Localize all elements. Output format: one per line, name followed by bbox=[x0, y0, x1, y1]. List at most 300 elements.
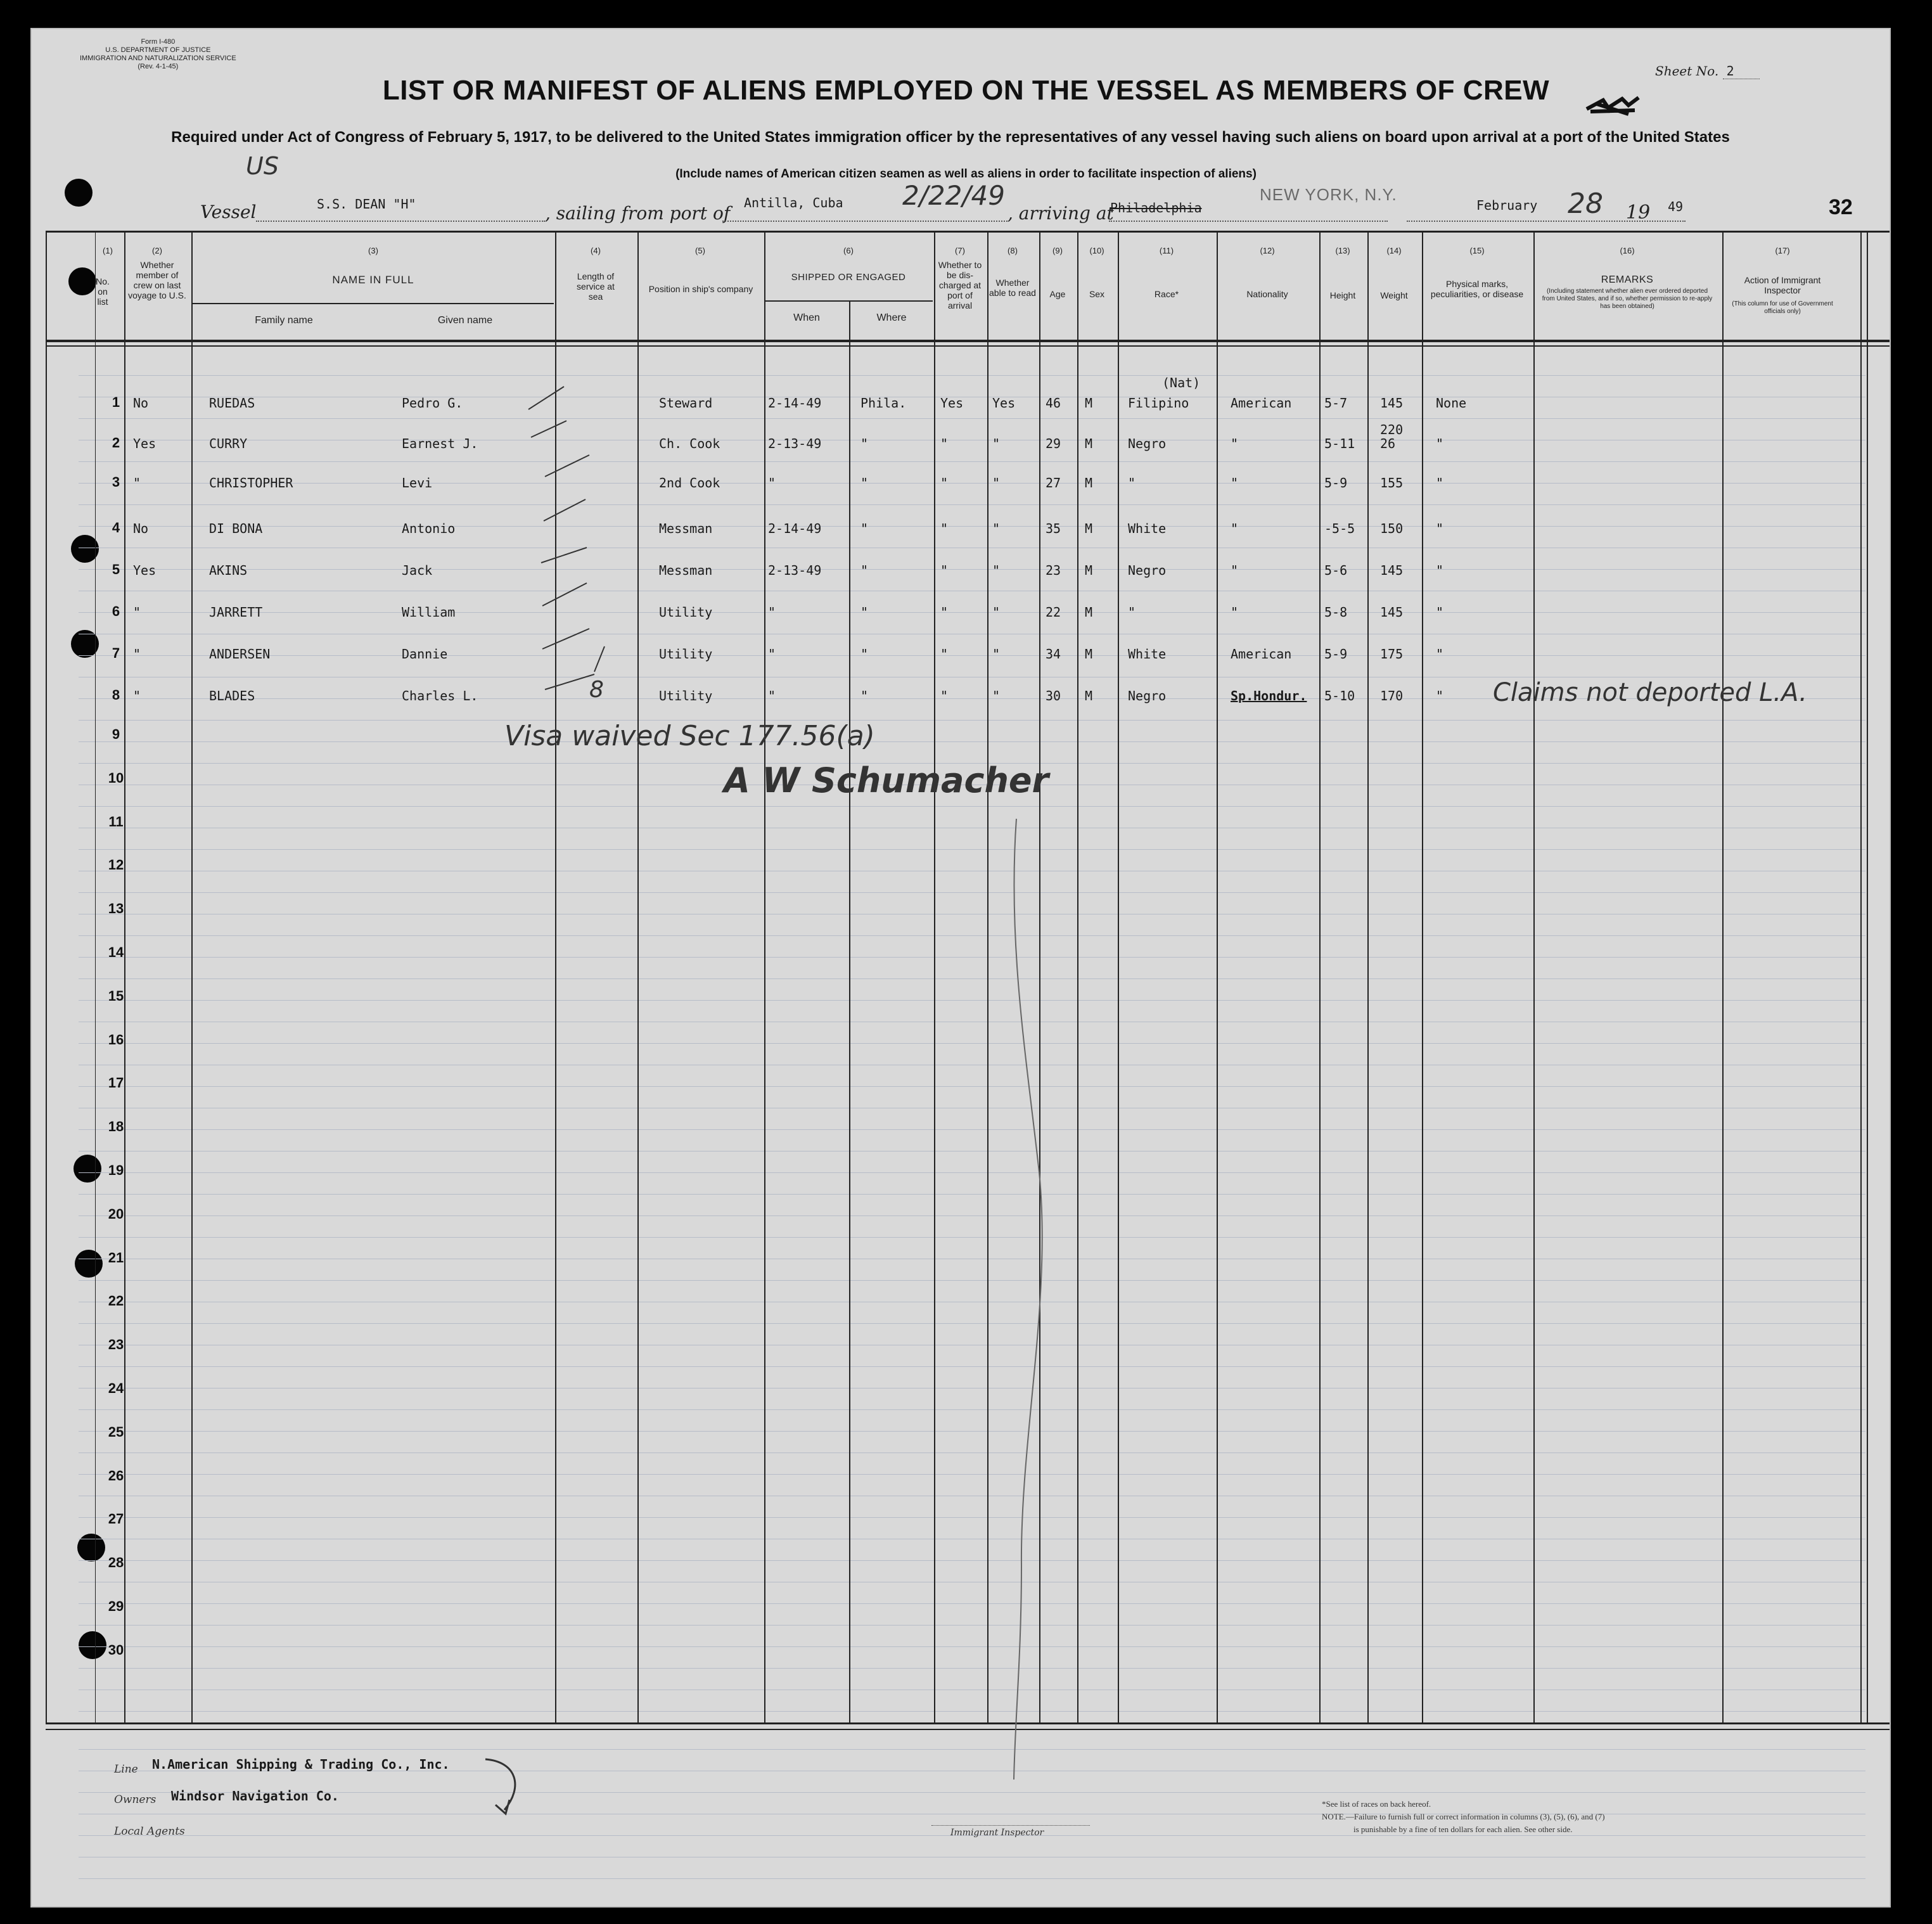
crew-when: 2-13-49 bbox=[768, 436, 822, 451]
crew-marks: " bbox=[1436, 475, 1444, 491]
ruled-line bbox=[79, 526, 1865, 527]
crew-sex: M bbox=[1085, 475, 1093, 491]
crew-marks: None bbox=[1436, 395, 1467, 411]
col6-label: SHIPPED OR ENGAGED bbox=[791, 272, 906, 283]
crew-nationality: " bbox=[1231, 436, 1239, 451]
col7-num: (7) bbox=[955, 246, 965, 255]
col8-num: (8) bbox=[1008, 246, 1018, 255]
crew-given: Charles L. bbox=[402, 688, 478, 703]
crew-age: 29 bbox=[1046, 436, 1061, 451]
ruled-line bbox=[79, 504, 1865, 505]
crew-height: 5-11 bbox=[1324, 436, 1355, 451]
crew-marks: " bbox=[1436, 563, 1444, 578]
crew-when: 2-13-49 bbox=[768, 563, 822, 578]
col9-num: (9) bbox=[1052, 246, 1063, 255]
column-divider bbox=[987, 231, 988, 1724]
col13-num: (13) bbox=[1335, 246, 1350, 255]
row-number: 23 bbox=[108, 1337, 124, 1353]
crew-nationality: American bbox=[1231, 646, 1292, 662]
inspector-label: Immigrant Inspector bbox=[950, 1828, 1044, 1838]
crew-height: 5-9 bbox=[1324, 475, 1348, 491]
column-divider bbox=[124, 231, 125, 1724]
footnote-3: is punishable by a fine of ten dollars for each alien. See other side. bbox=[1353, 1825, 1573, 1834]
col6-when-label: When bbox=[793, 312, 820, 323]
column-divider bbox=[1533, 231, 1535, 1724]
col12-num: (12) bbox=[1260, 246, 1275, 255]
crew-race: White bbox=[1128, 521, 1167, 536]
vessel-label: Vessel bbox=[200, 202, 257, 222]
crew-weight: 145 bbox=[1380, 605, 1404, 620]
ruled-line bbox=[79, 1086, 1865, 1087]
ruled-line bbox=[79, 1711, 1865, 1712]
arriving-label: , arriving at bbox=[1008, 203, 1114, 224]
ruled-line bbox=[79, 741, 1865, 742]
crew-weight: 145 bbox=[1380, 563, 1404, 578]
crew-height: -5-5 bbox=[1324, 521, 1355, 536]
ruled-line bbox=[79, 1129, 1865, 1130]
ruled-line bbox=[79, 483, 1865, 484]
ruled-line bbox=[79, 569, 1865, 570]
row-number: 25 bbox=[108, 1423, 124, 1440]
crew-last-voyage: Yes bbox=[133, 563, 157, 578]
row-number: 21 bbox=[108, 1249, 124, 1266]
column-divider bbox=[1217, 231, 1218, 1724]
crew-given: Levi bbox=[402, 475, 433, 491]
service-tally-strokes bbox=[520, 368, 646, 710]
crew-race: Filipino bbox=[1128, 395, 1189, 411]
crew-where: " bbox=[860, 646, 869, 662]
col17-sub: (This column for use of Government officials only) bbox=[1732, 300, 1833, 315]
row-number: 8 bbox=[112, 687, 120, 703]
crew-weight: 175 bbox=[1380, 646, 1404, 662]
column-divider bbox=[1077, 231, 1078, 1724]
row-number: 13 bbox=[108, 901, 124, 917]
left-margin-line bbox=[95, 231, 96, 1724]
table-top-border bbox=[46, 231, 1890, 233]
row-number: 16 bbox=[108, 1031, 124, 1048]
table-bottom-border-2 bbox=[46, 1729, 1890, 1730]
crew-discharged: " bbox=[940, 646, 949, 662]
ruled-line bbox=[79, 1668, 1865, 1669]
row-number: 18 bbox=[108, 1119, 124, 1135]
footer-arrow bbox=[479, 1755, 530, 1825]
ruled-line bbox=[79, 1172, 1865, 1173]
col17-num: (17) bbox=[1775, 246, 1790, 255]
remark-row8: Claims not deported L.A. bbox=[1493, 678, 1807, 707]
ruled-line bbox=[79, 1194, 1865, 1195]
sheet-value: 2 bbox=[1723, 63, 1760, 79]
crew-given: Dannie bbox=[402, 646, 448, 662]
row-number: 19 bbox=[108, 1162, 124, 1178]
crew-weight-alt: 220 bbox=[1380, 422, 1404, 437]
crew-marks: " bbox=[1436, 521, 1444, 536]
crew-given: Antonio bbox=[402, 521, 456, 536]
vessel-name: S.S. DEAN "H" bbox=[317, 196, 416, 212]
col15-label: Physical marks, peculiarities, or disease bbox=[1430, 279, 1524, 299]
crew-read: Yes bbox=[992, 395, 1016, 411]
crew-discharged: " bbox=[940, 688, 949, 703]
column-divider bbox=[191, 231, 193, 1724]
crew-read: " bbox=[992, 436, 1001, 451]
row-number: 1 bbox=[112, 394, 120, 410]
port-to-struck: Philadelphia bbox=[1110, 200, 1202, 215]
crew-where: " bbox=[860, 605, 869, 620]
port-to-dotted-line bbox=[1109, 221, 1388, 222]
crew-nationality: Sp.Hondur. bbox=[1231, 688, 1307, 703]
year-prefix: 19 bbox=[1626, 202, 1651, 224]
crew-position: Utility bbox=[659, 688, 713, 703]
crew-family: CHRISTOPHER bbox=[209, 475, 293, 491]
crew-given: Earnest J. bbox=[402, 436, 478, 451]
col7-label: Whether to be dis-charged at port of arrival bbox=[938, 260, 982, 311]
crew-discharged: " bbox=[940, 521, 949, 536]
col10-num: (10) bbox=[1089, 246, 1104, 255]
handwritten-us: US bbox=[246, 152, 279, 180]
col14-num: (14) bbox=[1386, 246, 1402, 255]
ruled-line bbox=[79, 1280, 1865, 1281]
crew-given: Pedro G. bbox=[402, 395, 463, 411]
name-subheader-line bbox=[193, 303, 554, 304]
pencil-stroke bbox=[1008, 818, 1058, 1781]
crew-sex: M bbox=[1085, 436, 1093, 451]
visa-waived-note: Visa waived Sec 177.56(a) bbox=[504, 720, 875, 752]
row-number: 14 bbox=[108, 944, 124, 960]
ruled-line bbox=[79, 461, 1865, 462]
column-divider bbox=[1867, 231, 1868, 1724]
col14-label: Weight bbox=[1380, 290, 1408, 300]
col3-num: (3) bbox=[368, 246, 378, 255]
crew-nationality: American bbox=[1231, 395, 1292, 411]
footnote-1: *See list of races on back hereof. bbox=[1322, 1799, 1431, 1809]
crew-height: 5-8 bbox=[1324, 605, 1348, 620]
col11-num: (11) bbox=[1159, 246, 1174, 255]
arrival-month: February bbox=[1476, 198, 1538, 213]
ruled-line bbox=[79, 655, 1865, 656]
crew-position: Ch. Cook bbox=[659, 436, 720, 451]
crew-marks: " bbox=[1436, 605, 1444, 620]
form-number: Form I-480 bbox=[141, 38, 176, 46]
crew-position: Utility bbox=[659, 646, 713, 662]
column-divider bbox=[1422, 231, 1423, 1724]
crew-family: CURRY bbox=[209, 436, 248, 451]
crew-sex: M bbox=[1085, 646, 1093, 662]
row-number: 9 bbox=[112, 726, 120, 742]
ruled-line bbox=[79, 957, 1865, 958]
crew-age: 22 bbox=[1046, 605, 1061, 620]
ruled-line bbox=[79, 1603, 1865, 1604]
crew-race: Negro bbox=[1128, 436, 1167, 451]
col2-label: Whether member of crew on last voyage to U.S. bbox=[128, 260, 186, 300]
row-number: 29 bbox=[108, 1598, 124, 1614]
crew-family: ANDERSEN bbox=[209, 646, 271, 662]
crew-family: RUEDAS bbox=[209, 395, 255, 411]
column-divider bbox=[934, 231, 935, 1724]
col5-label: Position in ship's company bbox=[648, 284, 753, 294]
crew-discharged: Yes bbox=[940, 395, 964, 411]
ruled-line bbox=[79, 849, 1865, 850]
crew-discharged: " bbox=[940, 605, 949, 620]
col9-label: Age bbox=[1049, 289, 1066, 299]
col6-num: (6) bbox=[843, 246, 854, 255]
owners-label: Owners bbox=[114, 1793, 157, 1806]
crew-where: " bbox=[860, 563, 869, 578]
crew-marks: " bbox=[1436, 436, 1444, 451]
ruled-line bbox=[79, 1792, 1865, 1793]
shipped-subheader-line bbox=[764, 300, 933, 302]
col12-label: Nationality bbox=[1246, 289, 1288, 299]
agents-label: Local Agents bbox=[114, 1825, 185, 1838]
page-title: LIST OR MANIFEST OF ALIENS EMPLOYED ON THE VESSEL AS MEMBERS OF CREW bbox=[382, 75, 1550, 106]
col6-where-label: Where bbox=[876, 312, 907, 323]
crew-position: Messman bbox=[659, 563, 713, 578]
ruled-line bbox=[79, 1237, 1865, 1238]
line-label: Line bbox=[114, 1763, 138, 1776]
port-to-stamp: NEW YORK, N.Y. bbox=[1260, 185, 1397, 204]
sheet-label: Sheet No. bbox=[1655, 63, 1719, 79]
crew-last-voyage: " bbox=[133, 646, 141, 662]
col3-given-label: Given name bbox=[437, 315, 493, 326]
column-divider bbox=[46, 231, 47, 1724]
ruled-line bbox=[79, 1366, 1865, 1367]
ruled-line bbox=[79, 1517, 1865, 1518]
ruled-line bbox=[79, 1215, 1865, 1216]
ruled-line bbox=[79, 1646, 1865, 1647]
crew-marks: " bbox=[1436, 688, 1444, 703]
crew-weight: 170 bbox=[1380, 688, 1404, 703]
crew-weight: 26 bbox=[1380, 436, 1396, 451]
crew-when: 2-14-49 bbox=[768, 395, 822, 411]
crew-when: " bbox=[768, 688, 776, 703]
crew-race: " bbox=[1128, 475, 1136, 491]
row-number: 28 bbox=[108, 1555, 124, 1571]
crew-sex: M bbox=[1085, 395, 1093, 411]
punch-hole bbox=[65, 179, 93, 207]
form-service: IMMIGRATION AND NATURALIZATION SERVICE bbox=[80, 55, 236, 62]
crew-when: 2-14-49 bbox=[768, 521, 822, 536]
handwritten-date: 2/22/49 bbox=[902, 180, 1005, 211]
crew-age: 27 bbox=[1046, 475, 1061, 491]
crew-height: 5-10 bbox=[1324, 688, 1355, 703]
form-id-block bbox=[80, 38, 236, 71]
col1-label: No. on list bbox=[96, 276, 110, 307]
crew-read: " bbox=[992, 605, 1001, 620]
crew-race: Negro bbox=[1128, 563, 1167, 578]
col13-label: Height bbox=[1329, 290, 1356, 300]
inspector-signature: A W Schumacher bbox=[724, 760, 1049, 800]
col8-label: Whether able to read bbox=[989, 278, 1036, 298]
row-number: 12 bbox=[108, 857, 124, 873]
crew-position: Utility bbox=[659, 605, 713, 620]
col10-label: Sex bbox=[1089, 289, 1105, 299]
crew-age: 23 bbox=[1046, 563, 1061, 578]
col3-label: NAME IN FULL bbox=[332, 274, 414, 286]
row-number: 22 bbox=[108, 1293, 124, 1309]
crew-where: " bbox=[860, 475, 869, 491]
header-bottom-border bbox=[46, 340, 1890, 342]
crew-sex: M bbox=[1085, 521, 1093, 536]
page-subtitle: Required under Act of Congress of February 5, 1917, to be delivered to the United States immigration officer by the representatives of any vessel having such aliens on board upon arrival at a port of the United States bbox=[171, 129, 1730, 146]
crew-age: 35 bbox=[1046, 521, 1061, 536]
col16-num: (16) bbox=[1620, 246, 1635, 255]
inspector-line bbox=[931, 1825, 1090, 1826]
col16-sub: (Including statement whether alien ever ordered deported from United States, and if so, whether permission to re-apply has been obtained) bbox=[1542, 288, 1713, 310]
ruled-line bbox=[79, 375, 1865, 376]
column-divider bbox=[1319, 231, 1321, 1724]
column-divider bbox=[1722, 231, 1724, 1724]
row-number: 5 bbox=[112, 561, 120, 577]
crew-weight: 145 bbox=[1380, 395, 1404, 411]
crew-when: " bbox=[768, 475, 776, 491]
col1-num: (1) bbox=[103, 246, 113, 255]
service-mark: 8 bbox=[589, 677, 604, 703]
crew-read: " bbox=[992, 688, 1001, 703]
crew-when: " bbox=[768, 605, 776, 620]
form-rev: (Rev. 4-1-45) bbox=[138, 63, 179, 70]
crew-sex: M bbox=[1085, 605, 1093, 620]
col4-label: Length of service at sea bbox=[577, 271, 615, 302]
crew-discharged: " bbox=[940, 475, 949, 491]
port-from-dotted-line bbox=[722, 221, 1008, 222]
crew-last-voyage: " bbox=[133, 688, 141, 703]
crew-last-voyage: No bbox=[133, 521, 149, 536]
include-note: (Include names of American citizen seamen as well as aliens in order to facilitate inspection of aliens) bbox=[675, 167, 1257, 181]
column-divider bbox=[1367, 231, 1369, 1724]
ruled-line bbox=[79, 1474, 1865, 1475]
ruled-line bbox=[79, 1560, 1865, 1561]
row-number: 30 bbox=[108, 1641, 124, 1658]
crew-read: " bbox=[992, 475, 1001, 491]
ruled-line bbox=[79, 1878, 1865, 1879]
ruled-line bbox=[79, 418, 1865, 419]
crew-where: " bbox=[860, 436, 869, 451]
ruled-line bbox=[79, 1431, 1865, 1432]
col15-num: (15) bbox=[1469, 246, 1485, 255]
crew-nationality: " bbox=[1231, 521, 1239, 536]
crew-where: " bbox=[860, 521, 869, 536]
crew-nationality: " bbox=[1231, 475, 1239, 491]
ruled-line bbox=[79, 978, 1865, 979]
year-suffix: 49 bbox=[1668, 199, 1684, 214]
crew-family: JARRETT bbox=[209, 605, 263, 620]
crew-race: " bbox=[1128, 605, 1136, 620]
crew-nationality: " bbox=[1231, 605, 1239, 620]
row-number: 2 bbox=[112, 435, 120, 451]
line-value: N.American Shipping & Trading Co., Inc. bbox=[152, 1757, 450, 1772]
ruled-line bbox=[79, 1625, 1865, 1626]
owners-value: Windsor Navigation Co. bbox=[171, 1788, 339, 1804]
row-number: 24 bbox=[108, 1380, 124, 1396]
ruled-line bbox=[79, 1323, 1865, 1324]
arrival-day: 28 bbox=[1568, 188, 1603, 220]
crew-last-voyage: " bbox=[133, 605, 141, 620]
shipped-subdivider bbox=[849, 300, 850, 1724]
row-number: 20 bbox=[108, 1205, 124, 1222]
col3-family-label: Family name bbox=[255, 315, 313, 326]
col4-num: (4) bbox=[591, 246, 601, 255]
crew-family: BLADES bbox=[209, 688, 255, 703]
sailing-label: , sailing from port of bbox=[545, 203, 731, 224]
ruled-line bbox=[79, 1409, 1865, 1410]
crew-last-voyage: No bbox=[133, 395, 149, 411]
ruled-line bbox=[79, 1749, 1865, 1750]
crew-race: Negro bbox=[1128, 688, 1167, 703]
crew-given: Jack bbox=[402, 563, 433, 578]
crew-height: 5-6 bbox=[1324, 563, 1348, 578]
crew-read: " bbox=[992, 646, 1001, 662]
column-divider bbox=[1118, 231, 1119, 1724]
row-number: 15 bbox=[108, 987, 124, 1004]
crew-height: 5-7 bbox=[1324, 395, 1348, 411]
row-number: 10 bbox=[108, 769, 124, 786]
ruled-line bbox=[79, 1000, 1865, 1001]
row-number: 27 bbox=[108, 1511, 124, 1527]
footnote-2: NOTE.—Failure to furnish full or correct information in columns (3), (5), (6), and (7) bbox=[1322, 1812, 1605, 1821]
crew-when: " bbox=[768, 646, 776, 662]
crew-where: " bbox=[860, 688, 869, 703]
header-bottom-border-2 bbox=[46, 345, 1890, 347]
crew-position: Steward bbox=[659, 395, 713, 411]
crew-position: Messman bbox=[659, 521, 713, 536]
crew-sex: M bbox=[1085, 688, 1093, 703]
row-number: 11 bbox=[108, 813, 124, 830]
ruled-line bbox=[79, 720, 1865, 721]
col16-label: REMARKS bbox=[1601, 274, 1654, 285]
col5-num: (5) bbox=[695, 246, 705, 255]
row-number: 6 bbox=[112, 603, 120, 619]
crew-weight: 155 bbox=[1380, 475, 1404, 491]
ruled-line bbox=[79, 935, 1865, 936]
crew-discharged: " bbox=[940, 436, 949, 451]
vessel-dotted-line bbox=[256, 221, 545, 222]
ruled-line bbox=[79, 1043, 1865, 1044]
crew-age: 34 bbox=[1046, 646, 1061, 662]
crew-family: AKINS bbox=[209, 563, 248, 578]
crew-sex: M bbox=[1085, 563, 1093, 578]
crew-weight: 150 bbox=[1380, 521, 1404, 536]
row-number: 3 bbox=[112, 474, 120, 490]
crew-race: White bbox=[1128, 646, 1167, 662]
crew-race-note: (Nat) bbox=[1162, 375, 1201, 390]
crew-read: " bbox=[992, 563, 1001, 578]
page-stamp: 32 bbox=[1829, 195, 1853, 219]
row-number: 7 bbox=[112, 645, 120, 661]
col11-label: Race* bbox=[1154, 289, 1179, 299]
crew-given: William bbox=[402, 605, 456, 620]
col17-label: Action of Immigrant Inspector bbox=[1744, 275, 1821, 295]
form-dept: U.S. DEPARTMENT OF JUSTICE bbox=[105, 46, 211, 54]
ruled-line bbox=[79, 612, 1865, 613]
crew-position: 2nd Cook bbox=[659, 475, 720, 491]
crew-discharged: " bbox=[940, 563, 949, 578]
port-from: Antilla, Cuba bbox=[744, 195, 843, 210]
crew-age: 30 bbox=[1046, 688, 1061, 703]
col2-num: (2) bbox=[152, 246, 162, 255]
table-bottom-border bbox=[46, 1722, 1890, 1724]
crew-age: 46 bbox=[1046, 395, 1061, 411]
ruled-line bbox=[79, 806, 1865, 807]
crew-last-voyage: " bbox=[133, 475, 141, 491]
crew-family: DI BONA bbox=[209, 521, 263, 536]
column-divider bbox=[764, 231, 765, 1724]
crew-last-voyage: Yes bbox=[133, 436, 157, 451]
crew-nationality: " bbox=[1231, 563, 1239, 578]
row-number: 4 bbox=[112, 520, 120, 536]
row-number: 26 bbox=[108, 1467, 124, 1484]
column-divider bbox=[1860, 231, 1862, 1724]
crew-where: Phila. bbox=[860, 395, 907, 411]
row-number: 17 bbox=[108, 1075, 124, 1091]
crew-height: 5-9 bbox=[1324, 646, 1348, 662]
